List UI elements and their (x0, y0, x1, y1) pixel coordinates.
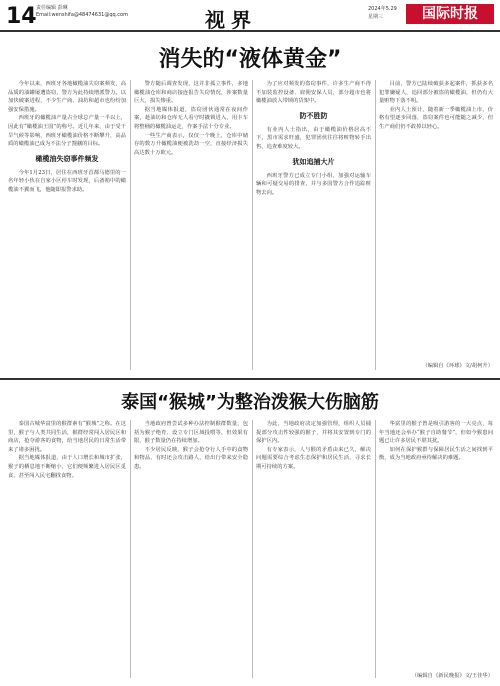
article1-subhead-1: 橄榄油失窃事件频发 (35, 153, 99, 163)
article1-column-2: 警方随后调查发现，这并非孤立事件，多地橄榄油仓库和商店接连报告失窃情况，涉案数量巨大，损失惨重。 据当地媒体报道，盗窃团伙通常在夜间作案，趁油坊和仓库无人看守时撬锁进入，用卡车将整桶的橄榄油运走，作案手法十分专业。 一些生产商表示，仅仅一个晚上，仓库中储存的数万升橄榄油便被洗劫一空，直接经济损失高达数十万欧元。 (134, 81, 248, 156)
masthead (0, 0, 500, 32)
newspaper-logo: 国际时报 (406, 4, 494, 24)
article1-column-3: 为了应对频发的盗窃事件，许多生产商不得不加装监控设备、雇佣安保人员，部分超市也将橄榄油放入带锁的货架中。 防不胜防 有业内人士指出，由于橄榄油价格居高不下，黑市需求旺盛，犯罪团伙往往将赃物转手出售，追查难度较大。 犹如追捕大片 西班牙警方已成立专门小组，加强对运输车辆和可疑交易的排查，并与多国警方合作追踪赃物去向。 (256, 81, 371, 196)
issue-date: 2024年5.29 (368, 6, 397, 12)
edit-info (36, 5, 128, 19)
article2-column-4: 华富里的猴子曾是吸引游客的一大亮点，每年当地还会举办“猴子自助餐节”，但如今猴患问题已让许多居民不堪其扰。 如何在保护猴群与保障居民生活之间找到平衡，成为当地政府亟待解决的难题。 (379, 421, 493, 462)
article1-intro: 今年以来，西班牙各地橄榄油失窃案频发，高品质的油罐屡遭盗窃，警方为此持续增派警力。以加快破案进程，不少生产商、油坊和超市也纷纷加强安保措施。 (8, 81, 126, 113)
article1-column-4: 目前，警方已陆续破获多起案件，抓获多名犯罪嫌疑人，追回部分被盗的橄榄油，但仍有大量赃物下落不明。 业内人士预计，随着新一季橄榄油上市，价格有望逐步回落，盗窃案件也可能随之减少，但生产商们仍不敢掉以轻心。 (379, 81, 493, 130)
article1-headline: 消失的“液体黄金” (158, 47, 342, 72)
article1-subhead-2: 防不胜防 (299, 110, 328, 120)
email-line: Email:wenshifa@48474631@qq.com (36, 12, 128, 18)
column-divider (130, 80, 131, 370)
column-divider (252, 420, 253, 678)
section-rule (0, 378, 500, 380)
article1-byline: （编辑自《环球》文/胡柯升） (422, 363, 493, 369)
date-block (368, 5, 397, 21)
page-number: 14 (6, 4, 37, 29)
article2-column-1: 泰国古城华富里的猴群素有“猴城”之称。在这里，猴子与人类共同生活，猴群经常闯入居民区和商店，抢夺游客的食物，给当地居民的日常生活带来了诸多困扰。 据当地媒体报道，由于人口增长和城市扩张，猴子的栖息地不断缩小，它们便频繁进入居民区觅食，甚至闯入民宅翻找食物。 (8, 421, 126, 479)
section-title: 视界 (205, 8, 257, 32)
article2-intro: 泰国古城华富里的猴群素有“猴城”之称。在这里，猴子与人类共同生活，猴群经常闯入居民区和商店，抢夺游客的食物，给当地居民的日常生活带来了诸多困扰。 (8, 421, 126, 453)
column-divider (252, 80, 253, 370)
article2-column-3: 为此，当地政府决定加强管理，组织人员捕捉部分攻击性较强的猴子，并将其安置到专门的保护区内。 有专家表示，人与猴的矛盾由来已久，解决问题需要综合考虑生态保护和居民生活，寻求长期可持续的方案。 (256, 421, 371, 470)
article2-headline: 泰国“猴城”为整治泼猴大伤脑筋 (121, 392, 379, 413)
article1-column-1: 今年以来，西班牙各地橄榄油失窃案频发，高品质的油罐屡遭盗窃，警方为此持续增派警力。以加快破案进程，不少生产商、油坊和超市也纷纷加强安保措施。 西班牙的橄榄油产量占全球总产量一半以上，因此有“橄榄油王国”的称号。近几年来，由于受干旱气候等影响，西班牙橄榄油价格不断攀升，高品质的橄榄油已成为不法分子觊觎的目标。 橄榄油失窃事件频发 今年1月23日，居住在西班牙首都马德里的一名年轻小伙在自家小区停车时发现，后备箱中的橄榄油不翼而飞，他随即报警求助。 (8, 81, 126, 193)
column-divider (375, 420, 376, 678)
article1-subhead-3: 犹如追捕大片 (292, 156, 335, 166)
article2-byline: （编辑自《新民晚报》文/王佳华） (411, 673, 493, 679)
column-divider (375, 80, 376, 370)
column-divider (130, 420, 131, 678)
editor-line: 责任编辑 彭琳 (36, 5, 68, 11)
top-rule (0, 30, 500, 32)
article2-column-2: 当地政府曾尝试多种办法控制猴群数量，包括为猴子绝育、设立专门区域投喂等，但效果有限，猴子数量仍在持续增加。 不少居民反映，猴子会抢夺行人手中的食物和物品，有时还会攻击路人，给出行带来安全隐患。 (134, 421, 248, 470)
weekday: 星期三 (368, 14, 384, 20)
